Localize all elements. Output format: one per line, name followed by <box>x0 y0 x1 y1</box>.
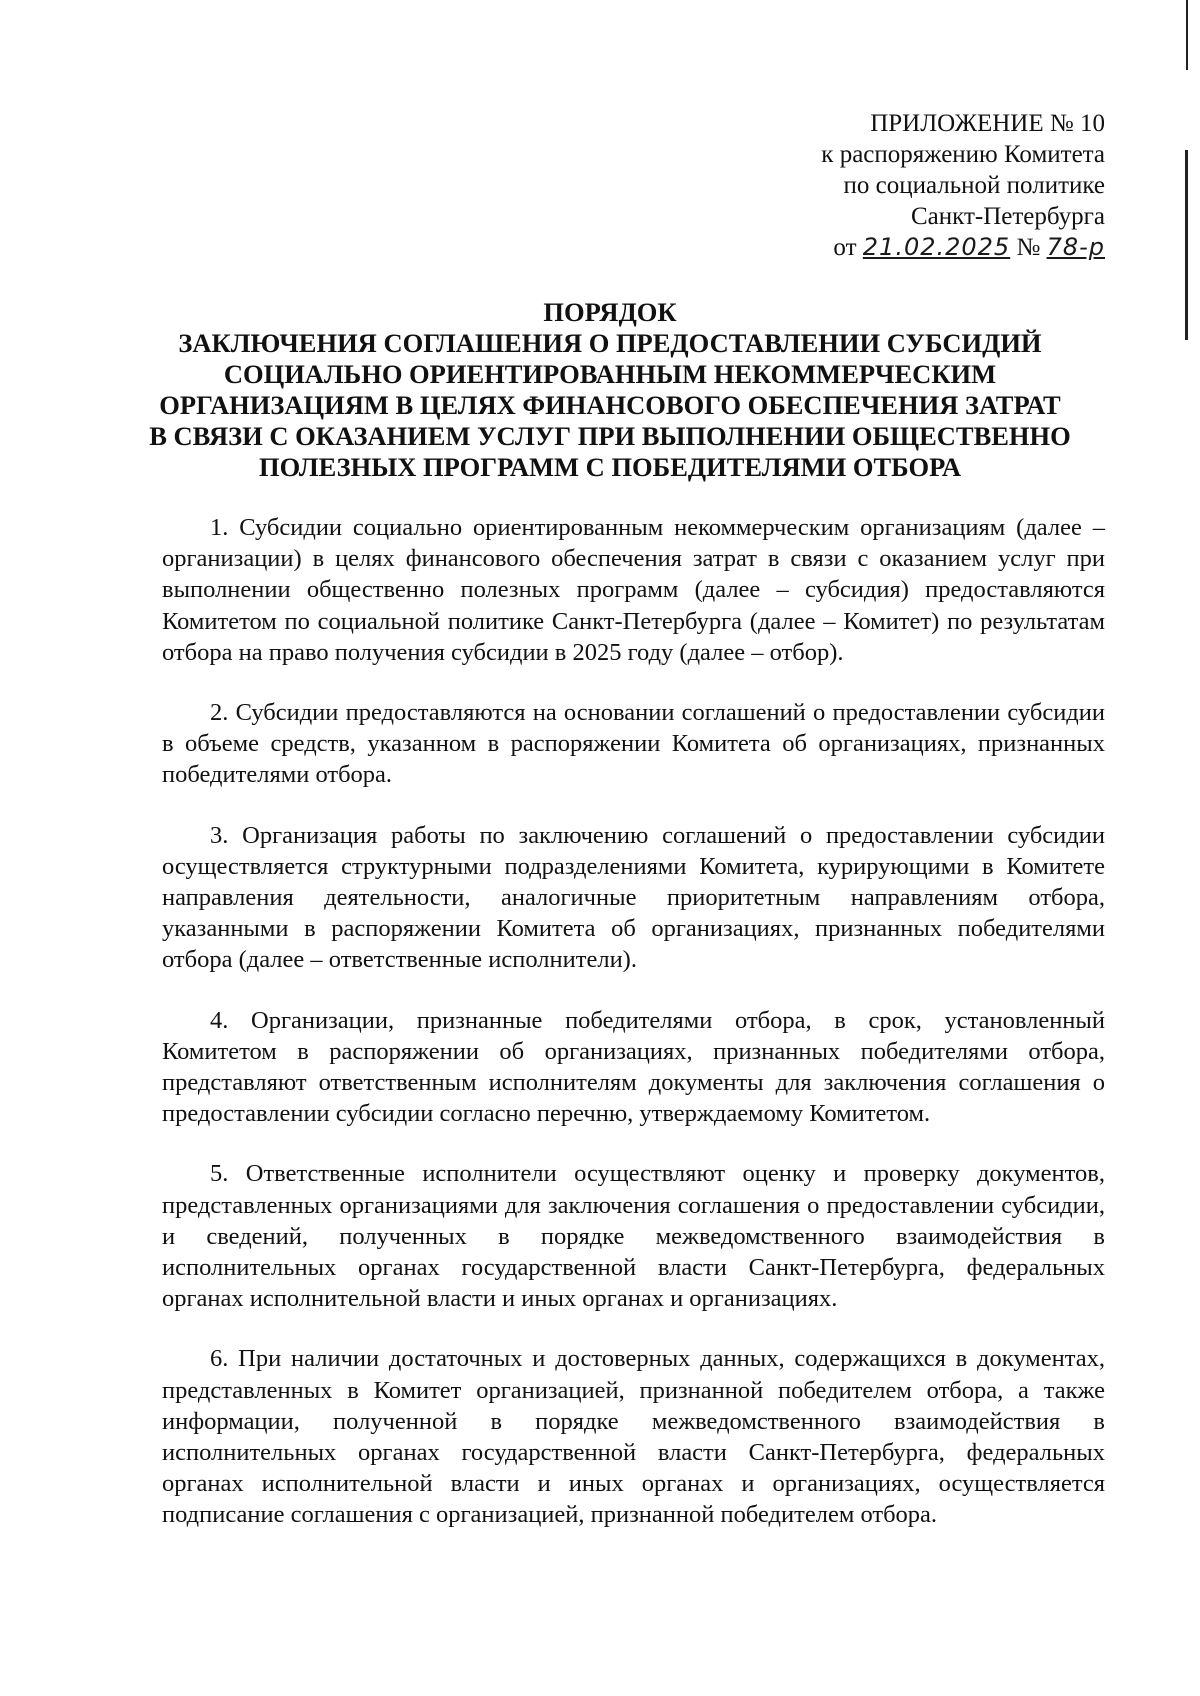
number-prefix: № <box>1016 234 1041 261</box>
document-title <box>140 297 1080 483</box>
paragraph-5: 5. Ответственные исполнители осуществляют оценку и проверку документов, представленных организациями для заключения соглашения о предоставлении субсидии, и сведений, полученных в порядке межведомственного взаимодействия в исполнительных органах государственной власти Санкт-Петербурга, федеральных органах исполнительной власти и иных органах и организациях. <box>162 1160 1105 1313</box>
scan-edge-mark <box>1185 150 1188 340</box>
appendix-date-line <box>685 232 1105 263</box>
title-line-6: ПОЛЕЗНЫХ ПРОГРАММ С ПОБЕДИТЕЛЯМИ ОТБОРА <box>258 452 962 482</box>
paragraph-3: 3. Организация работы по заключению соглашений о предоставлении субсидии осуществляется структурными подразделениями Комитета, курирующими в Комитете направления деятельности, аналогичные приоритетным направлениям отбора, указанными в распоряжении Комитета об организациях, признанных победителями отбора (далее – ответственные исполнители). <box>162 821 1105 974</box>
appendix-title: ПРИЛОЖЕНИЕ № 10 <box>870 110 1105 137</box>
title-line-1: ПОРЯДОК <box>543 297 677 327</box>
scan-edge-mark <box>1186 0 1188 70</box>
paragraph-1: 1. Субсидии социально ориентированным некоммерческим организациям (далее – организации) в целях финансового обеспечения затрат в связи с оказанием услуг при выполнении общественно полезных программ (далее – субсидия) предоставляются Комитетом по социальной политике Санкт-Петербурга (далее – Комитет) по результатам отбора на право получения субсидии в 2025 году (далее – отбор). <box>162 514 1105 666</box>
appendix-line-committee: по социальной политике <box>843 172 1105 199</box>
paragraph-4: 4. Организации, признанные победителями отбора, в срок, установленный Комитетом в распоряжении об организациях, признанных победителями отбора, представляют ответственным исполнителям документы для заключения соглашения о предоставлении субсидии согласно перечню, утверждаемому Комитетом. <box>162 1006 1105 1128</box>
title-line-4: ОРГАНИЗАЦИЯМ В ЦЕЛЯХ ФИНАНСОВОГО ОБЕСПЕЧЕНИЯ ЗАТРАТ <box>159 390 1061 420</box>
date-prefix: от <box>833 234 857 261</box>
appendix-header <box>685 108 1105 263</box>
handwritten-date: 21.02.2025 <box>862 233 1011 261</box>
paragraph-6: 6. При наличии достаточных и достоверных данных, содержащихся в документах, представленных в Комитет организацией, признанной победителем отбора, а также информации, полученной в порядке межведомственного взаимодействия в исполнительных органах государственной власти Санкт-Петербурга, федеральных органах исполнительной власти и иных органах и организациях, осуществляется подписание соглашения с организацией, признанной победителем отбора. <box>162 1345 1105 1529</box>
document-body <box>162 512 1105 1560</box>
title-line-3: СОЦИАЛЬНО ОРИЕНТИРОВАННЫМ НЕКОММЕРЧЕСКИМ <box>223 359 997 389</box>
appendix-line-order: к распоряжению Комитета <box>821 141 1105 168</box>
appendix-line-city: Санкт-Петербурга <box>910 203 1105 230</box>
handwritten-number: 78-р <box>1046 233 1105 261</box>
paragraph-2: 2. Субсидии предоставляются на основании соглашений о предоставлении субсидии в объеме средств, указанном в распоряжении Комитета об организациях, признанных победителями отбора. <box>162 699 1105 789</box>
title-line-2: ЗАКЛЮЧЕНИЯ СОГЛАШЕНИЯ О ПРЕДОСТАВЛЕНИИ СУБСИДИЙ <box>178 328 1042 358</box>
title-line-5: В СВЯЗИ С ОКАЗАНИЕМ УСЛУГ ПРИ ВЫПОЛНЕНИИ ОБЩЕСТВЕННО <box>149 421 1071 451</box>
